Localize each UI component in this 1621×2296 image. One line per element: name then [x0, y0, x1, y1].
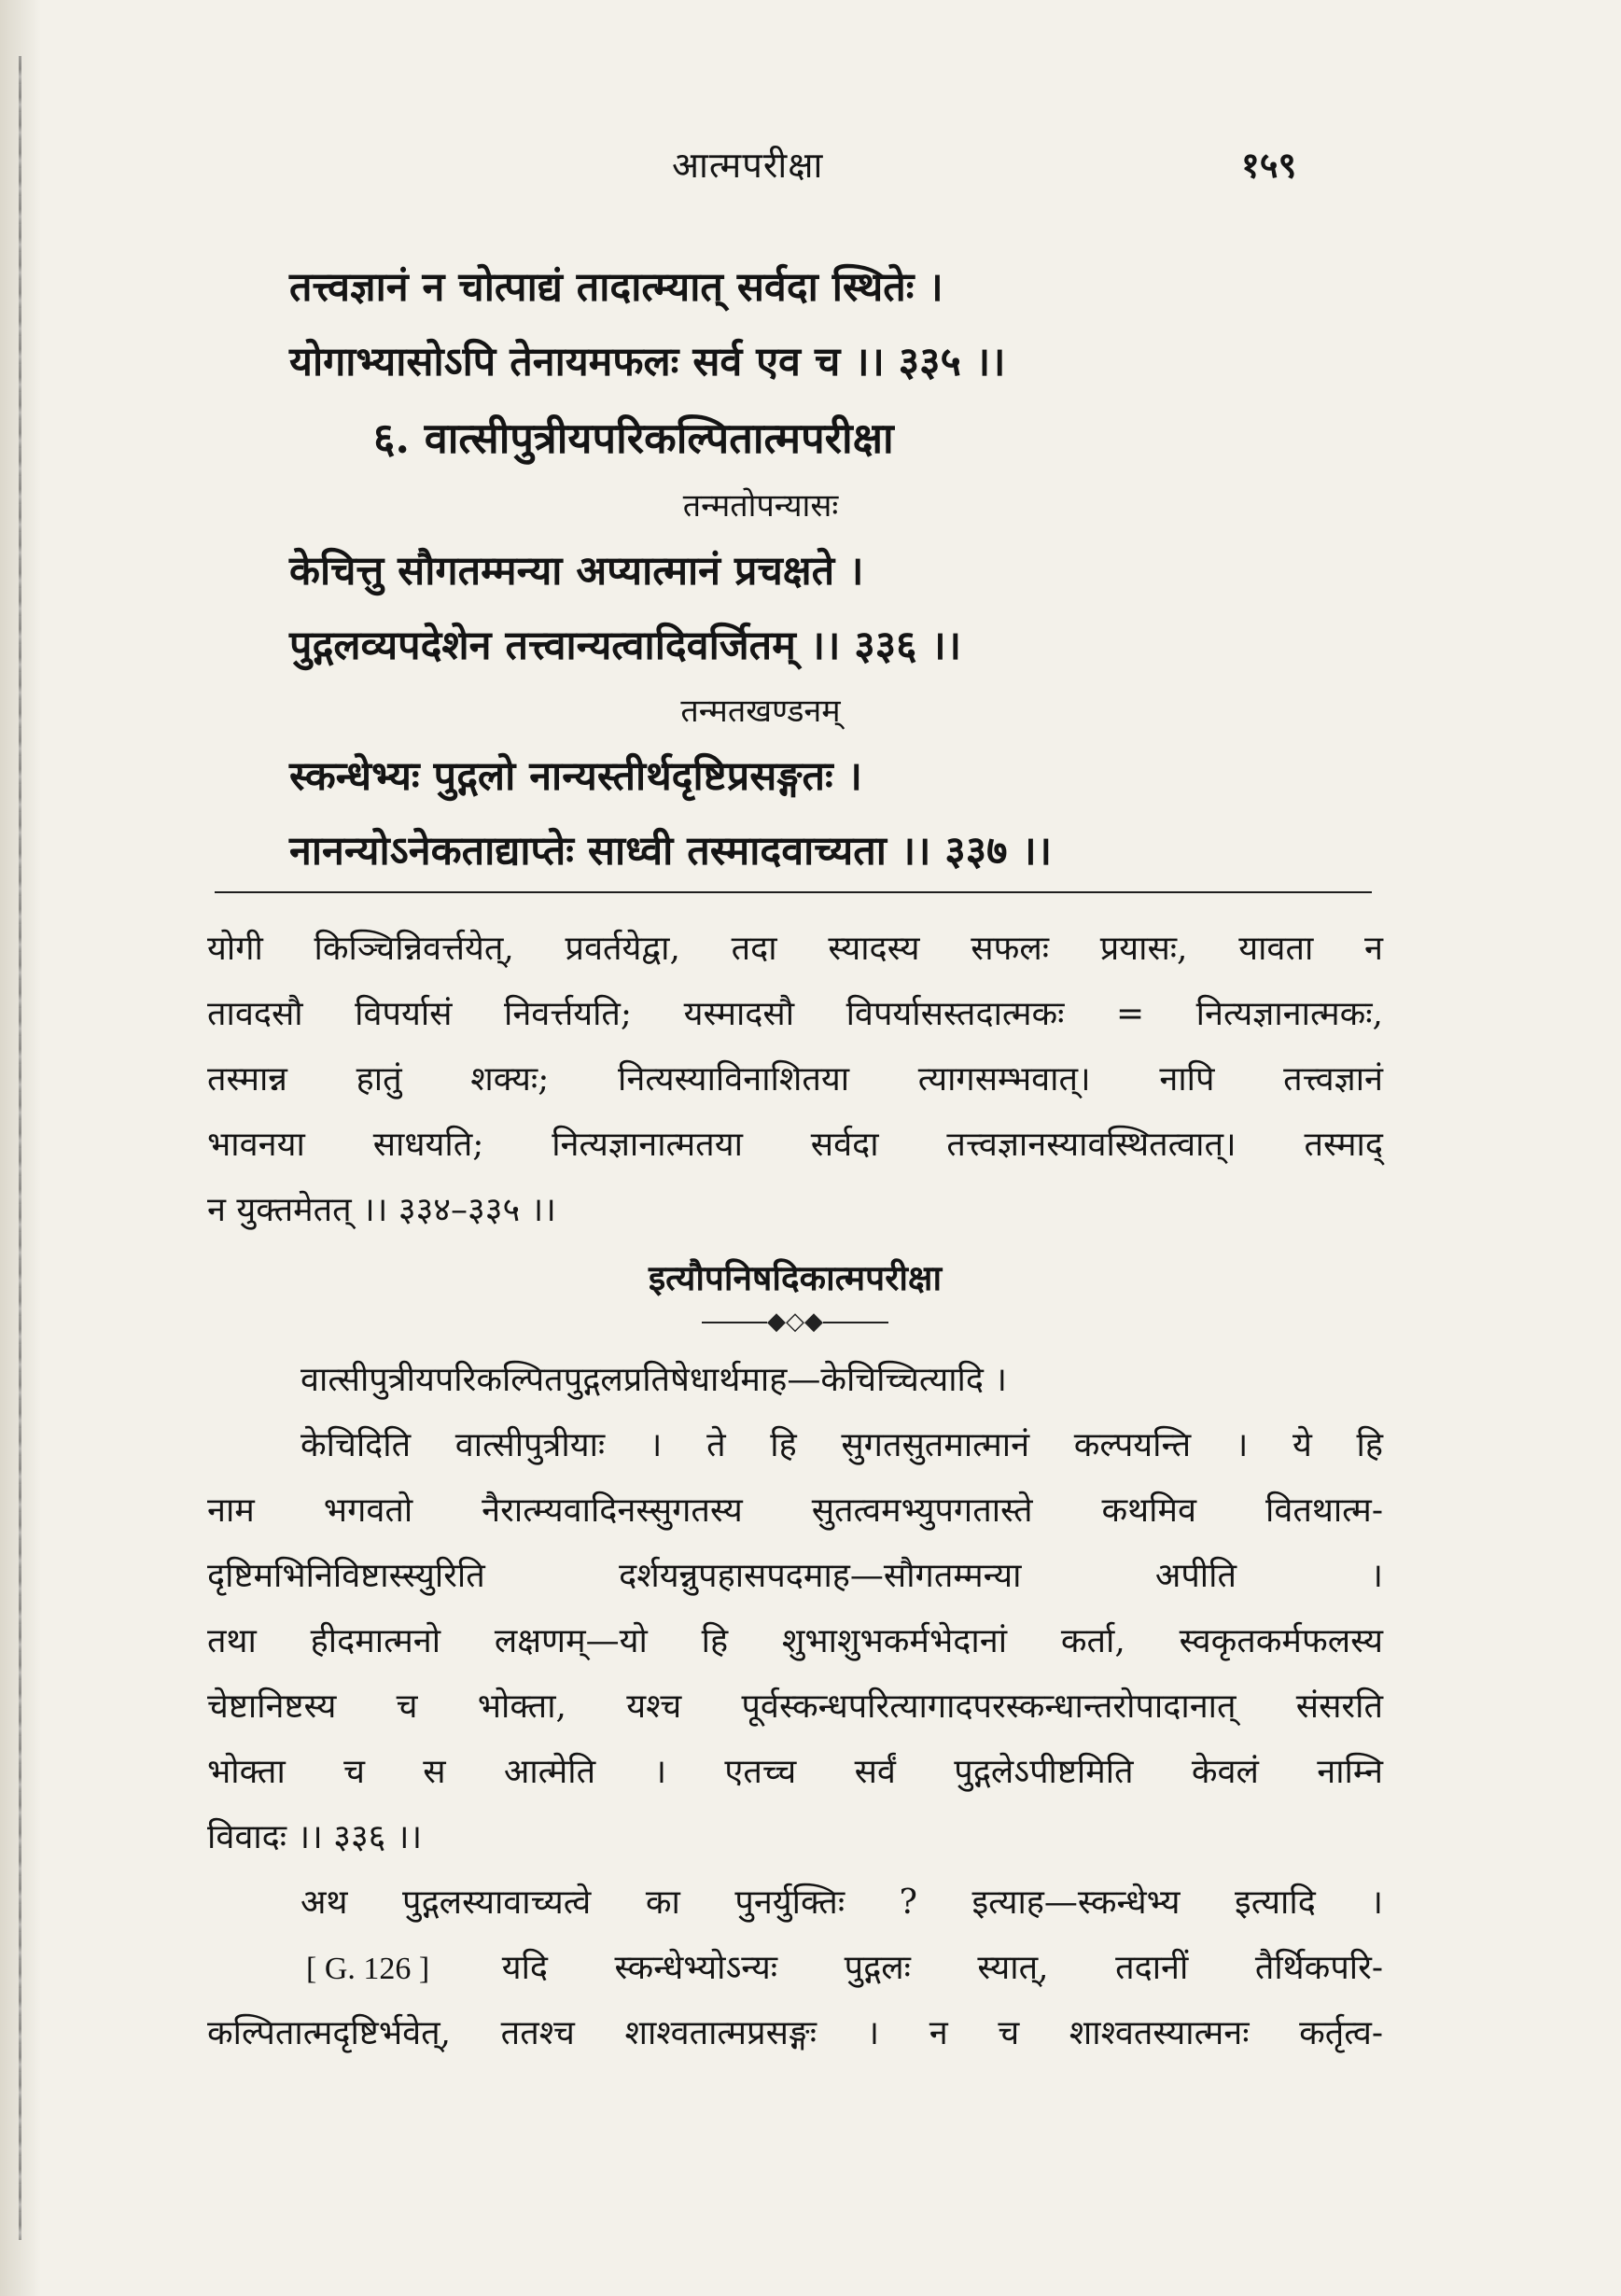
commentary-line: तस्मान्न हातुं शक्यः; नित्यस्याविनाशितया त्यागसम्भवात्। नापि तत्त्वज्ञानं [207, 1060, 1383, 1099]
verse-line: स्कन्धेभ्यः पुद्गलो नान्यस्तीर्थदृष्टिप्रसङ्गतः । [289, 753, 862, 800]
section-heading: ६. वात्सीपुत्रीयपरिकल्पितात्मपरीक्षा [373, 413, 894, 463]
commentary-line: तथा हीदमात्मनो लक्षणम्—यो हि शुभाशुभकर्मभेदानां कर्ता, स्वकृतकर्मफलस्य [207, 1622, 1383, 1660]
intro-line: वात्सीपुत्रीयपरिकल्पितपुद्गलप्रतिषेधार्थमाह—केचिच्चित्यादि । [300, 1361, 1008, 1399]
commentary-line: कल्पितात्मदृष्टिर्भवेत्, ततश्च शाश्वतात्मप्रसङ्गः । न च शाश्वतस्यात्मनः कर्तृत्व- [207, 2014, 1383, 2052]
binding-edge [0, 0, 41, 2296]
binding-stitch-line [19, 56, 21, 2240]
commentary-line: चेष्टानिष्टस्य च भोक्ता, यश्च पूर्वस्कन्धपरित्यागादपरस्कन्धान्तरोपादानात् संसरति [207, 1687, 1383, 1726]
section-colophon: इत्यौपनिषदिकात्मपरीक्षा [648, 1257, 943, 1298]
commentary-line: विवादः ।। ३३६ ।। [207, 1818, 423, 1856]
verse-line: केचित्तु सौगतम्मन्या अप्यात्मानं प्रचक्षते । [289, 548, 864, 595]
verse-line: पुद्गलव्यपदेशेन तत्त्वान्यत्वादिवर्जितम् ।। ३३६ ।। [289, 623, 962, 669]
commentary-line: तावदसौ विपर्यासं निवर्त्तयति; यस्मादसौ विपर्यासस्तदात्मकः = नित्यज्ञानात्मकः, [207, 995, 1383, 1033]
page-number: १५९ [1241, 144, 1297, 186]
verse-block [289, 250, 1381, 889]
commentary-body [207, 917, 1383, 2066]
commentary-line [207, 1936, 1383, 2001]
subheading-refutation: तन्मतखण्डनम् [680, 693, 841, 730]
commentary-line: योगी किञ्चिन्निवर्त्तयेत्, प्रवर्तयेद्वा, तदा स्यादस्य सफलः प्रयासः, यावता न [207, 930, 1383, 968]
commentary-line: नाम भगवतो नैरात्म्यवादिनस्सुगतस्य सुतत्वमभ्युपगतास्ते कथमिव वितथात्म- [207, 1491, 1383, 1530]
commentary-line: भोक्ता च स आत्मेति । एतच्च सर्वं पुद्गलेऽपीष्टमिति केवलं नाम्नि [207, 1753, 1383, 1791]
subheading-opponent-view: तन्मतोपन्यासः [682, 487, 839, 525]
commentary-line-text: यदि स्कन्धेभ्योऽन्यः पुद्गलः स्यात्, तदानीं तैर्थिकपरि- [501, 1949, 1383, 1987]
commentary-line: केचिदिति वात्सीपुत्रीयाः । ते हि सुगतसुतमात्मानं कल्पयन्ति । ये हि [300, 1426, 1383, 1464]
commentary-line: न युक्तमेतत् ।। ३३४–३३५ ।। [207, 1191, 556, 1229]
commentary-line: भावनया साधयति; नित्यज्ञानात्मतया सर्वदा तत्त्वज्ञानस्यावस्थितत्वात्। तस्माद् [207, 1126, 1383, 1164]
page-gloss-marker: [ G. 126 ] [306, 1952, 430, 1986]
verse-commentary-divider [215, 891, 1372, 893]
running-title: आत्मपरीक्षा [672, 145, 824, 186]
verse-line: योगाभ्यासोऽपि तेनायमफलः सर्व एव च ।। ३३५ ।। [289, 339, 1006, 385]
verse-line: नानन्योऽनेकताद्याप्तेः साध्वी तस्मादवाच्यता ।। ३३७ ।। [289, 828, 1053, 875]
commentary-line: दृष्टिमभिनिविष्टास्स्युरिति दर्शयन्नुपहासपदमाह—सौगतम्मन्या अपीति । [207, 1557, 1383, 1595]
commentary-line: अथ पुद्गलस्यावाच्यत्वे का पुनर्युक्तिः ? इत्याह—स्कन्धेभ्य इत्यादि । [300, 1883, 1383, 1922]
ornament-divider: ◆◇◆ [207, 1312, 1383, 1348]
page-header [0, 140, 1621, 196]
verse-line: तत्त्वज्ञानं न चोत्पाद्यं तादात्म्यात् सर्वदा स्थितेः । [289, 264, 943, 311]
